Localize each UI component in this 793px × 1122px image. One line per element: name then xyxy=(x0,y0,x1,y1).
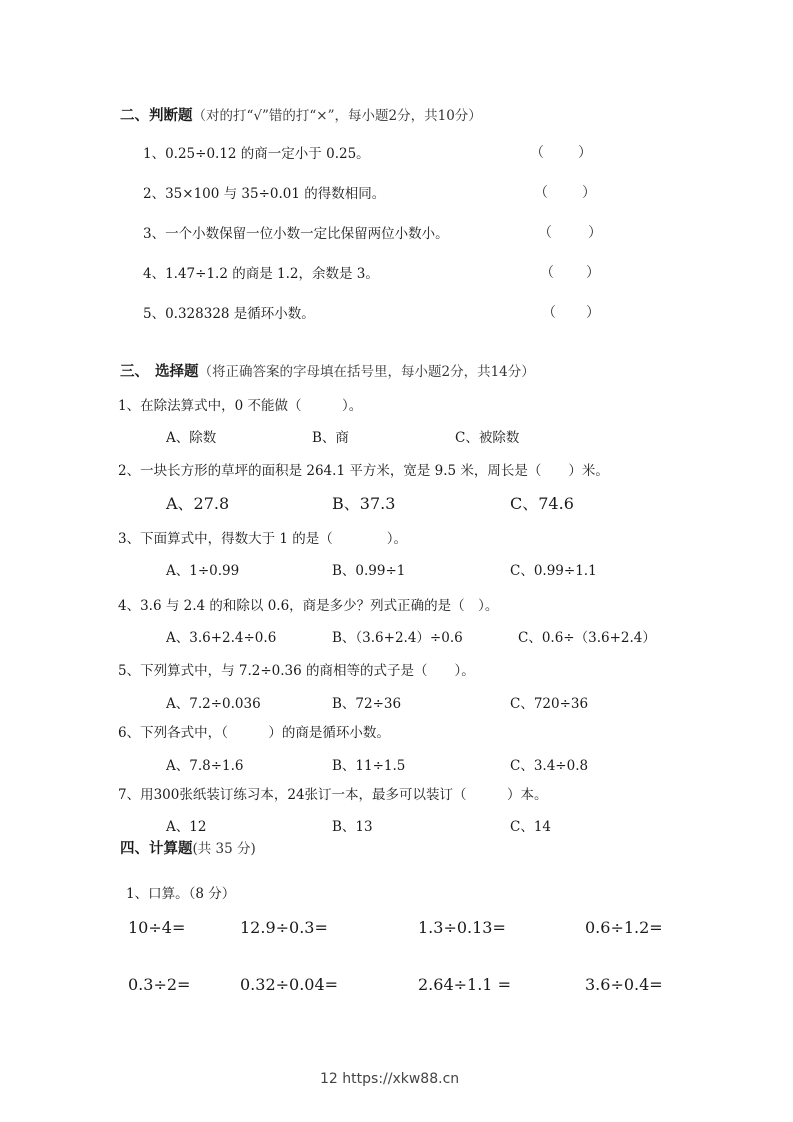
close-paren: ） xyxy=(582,185,596,201)
section4-title: 计算题 xyxy=(149,841,193,857)
open-paren: （ xyxy=(530,145,544,161)
page-number: 12 xyxy=(320,1071,338,1087)
q1-option-c[interactable]: C、被除数 xyxy=(455,430,520,446)
choice-question-5: 5、下列算式中，与 7.2÷0.36 的商相等的式子是（ ）。 xyxy=(118,663,475,679)
open-paren: （ xyxy=(542,305,556,321)
calc-item: 3.6÷0.4= xyxy=(585,975,663,994)
close-paren: ） xyxy=(586,265,600,281)
choice-question-2: 2、一块长方形的草坪的面积是 264.1 平方米，宽是 9.5 米，周长是（ ）米。 xyxy=(118,463,609,479)
judge-item-2: 2、35×100 与 35÷0.01 的得数相同。 xyxy=(143,186,386,202)
q2-option-b[interactable]: B、37.3 xyxy=(332,494,396,513)
open-paren: （ xyxy=(540,265,554,281)
judge-item-1: 1、0.25÷0.12 的商一定小于 0.25。 xyxy=(143,146,370,162)
q5-option-c[interactable]: C、720÷36 xyxy=(510,696,589,712)
calc-item: 1.3÷0.13= xyxy=(418,918,506,937)
choice-question-7: 7、用300张纸装订练习本，24张订一本，最多可以装订（ ）本。 xyxy=(118,787,548,803)
judge-item-4: 4、1.47÷1.2 的商是 1.2，余数是 3。 xyxy=(143,266,379,282)
judge-item-5: 5、0.328328 是循环小数。 xyxy=(143,306,315,322)
section3-heading xyxy=(120,360,535,381)
section2-title: 判断题 xyxy=(149,108,193,124)
calc-item: 0.32÷0.04= xyxy=(240,975,339,994)
q6-option-a[interactable]: A、7.8÷1.6 xyxy=(166,758,244,774)
q7-option-c[interactable]: C、14 xyxy=(510,819,552,835)
q1-option-a[interactable]: A、除数 xyxy=(166,430,217,446)
q3-option-b[interactable]: B、0.99÷1 xyxy=(332,563,406,579)
choice-question-4: 4、3.6 与 2.4 的和除以 0.6，商是多少？列式正确的是（ ）。 xyxy=(118,598,499,614)
section3-number: 三、 xyxy=(120,364,149,380)
calc-item: 10÷4= xyxy=(128,918,186,937)
section2-note: （对的打“√”错的打“×”，每小题2分，共10分） xyxy=(192,108,482,124)
q4-option-a[interactable]: A、3.6+2.4÷0.6 xyxy=(166,630,277,646)
q3-option-a[interactable]: A、1÷0.99 xyxy=(166,563,240,579)
q5-option-b[interactable]: B、72÷36 xyxy=(332,696,402,712)
answer-blank-4[interactable] xyxy=(540,262,600,282)
answer-blank-2[interactable] xyxy=(534,182,596,202)
q6-option-b[interactable]: B、11÷1.5 xyxy=(332,758,406,774)
close-paren: ） xyxy=(586,305,600,321)
section2-number: 二、 xyxy=(120,108,149,124)
section4-heading xyxy=(120,837,256,858)
judge-item-3: 3、一个小数保留一位小数一定比保留两位小数小。 xyxy=(143,226,449,242)
calc-item: 12.9÷0.3= xyxy=(240,918,328,937)
q2-option-c[interactable]: C、74.6 xyxy=(510,494,574,513)
choice-question-1: 1、在除法算式中，0 不能做（ ）。 xyxy=(118,398,363,414)
footer-url[interactable]: https://xkw88.cn xyxy=(342,1071,460,1087)
q7-option-a[interactable]: A、12 xyxy=(166,819,207,835)
q5-option-a[interactable]: A、7.2÷0.036 xyxy=(166,696,261,712)
q4-option-c[interactable]: C、0.6÷（3.6+2.4） xyxy=(518,630,656,646)
section2-heading xyxy=(120,104,482,125)
q6-option-c[interactable]: C、3.4÷0.8 xyxy=(510,758,589,774)
choice-question-3: 3、下面算式中，得数大于 1 的是（ ）。 xyxy=(118,531,408,547)
section4-number: 四、 xyxy=(120,841,149,857)
q1-option-b[interactable]: B、商 xyxy=(312,430,349,446)
section3-note: （将正确答案的字母填在括号里，每小题2分，共14分） xyxy=(198,364,535,380)
open-paren: （ xyxy=(538,225,552,241)
calc-item: 2.64÷1.1 = xyxy=(418,975,511,994)
calc-item: 0.6÷1.2= xyxy=(585,918,663,937)
choice-question-6: 6、下列各式中，（ ）的商是循环小数。 xyxy=(118,725,390,741)
close-paren: ） xyxy=(588,225,602,241)
q7-option-b[interactable]: B、13 xyxy=(332,819,373,835)
open-paren: （ xyxy=(534,185,548,201)
q2-option-a[interactable]: A、27.8 xyxy=(166,494,230,513)
close-paren: ） xyxy=(578,145,592,161)
calc-item: 0.3÷2= xyxy=(128,975,191,994)
page-footer xyxy=(320,1071,459,1087)
answer-blank-1[interactable] xyxy=(530,142,592,162)
answer-blank-5[interactable] xyxy=(542,302,600,322)
section3-title: 选择题 xyxy=(155,364,199,380)
q4-option-b[interactable]: B、（3.6+2.4）÷0.6 xyxy=(332,630,463,646)
mental-math-label: 1、口算。（8 分） xyxy=(126,886,236,902)
q3-option-c[interactable]: C、0.99÷1.1 xyxy=(510,563,597,579)
answer-blank-3[interactable] xyxy=(538,222,602,242)
section4-note: (共 35 分) xyxy=(192,841,256,857)
